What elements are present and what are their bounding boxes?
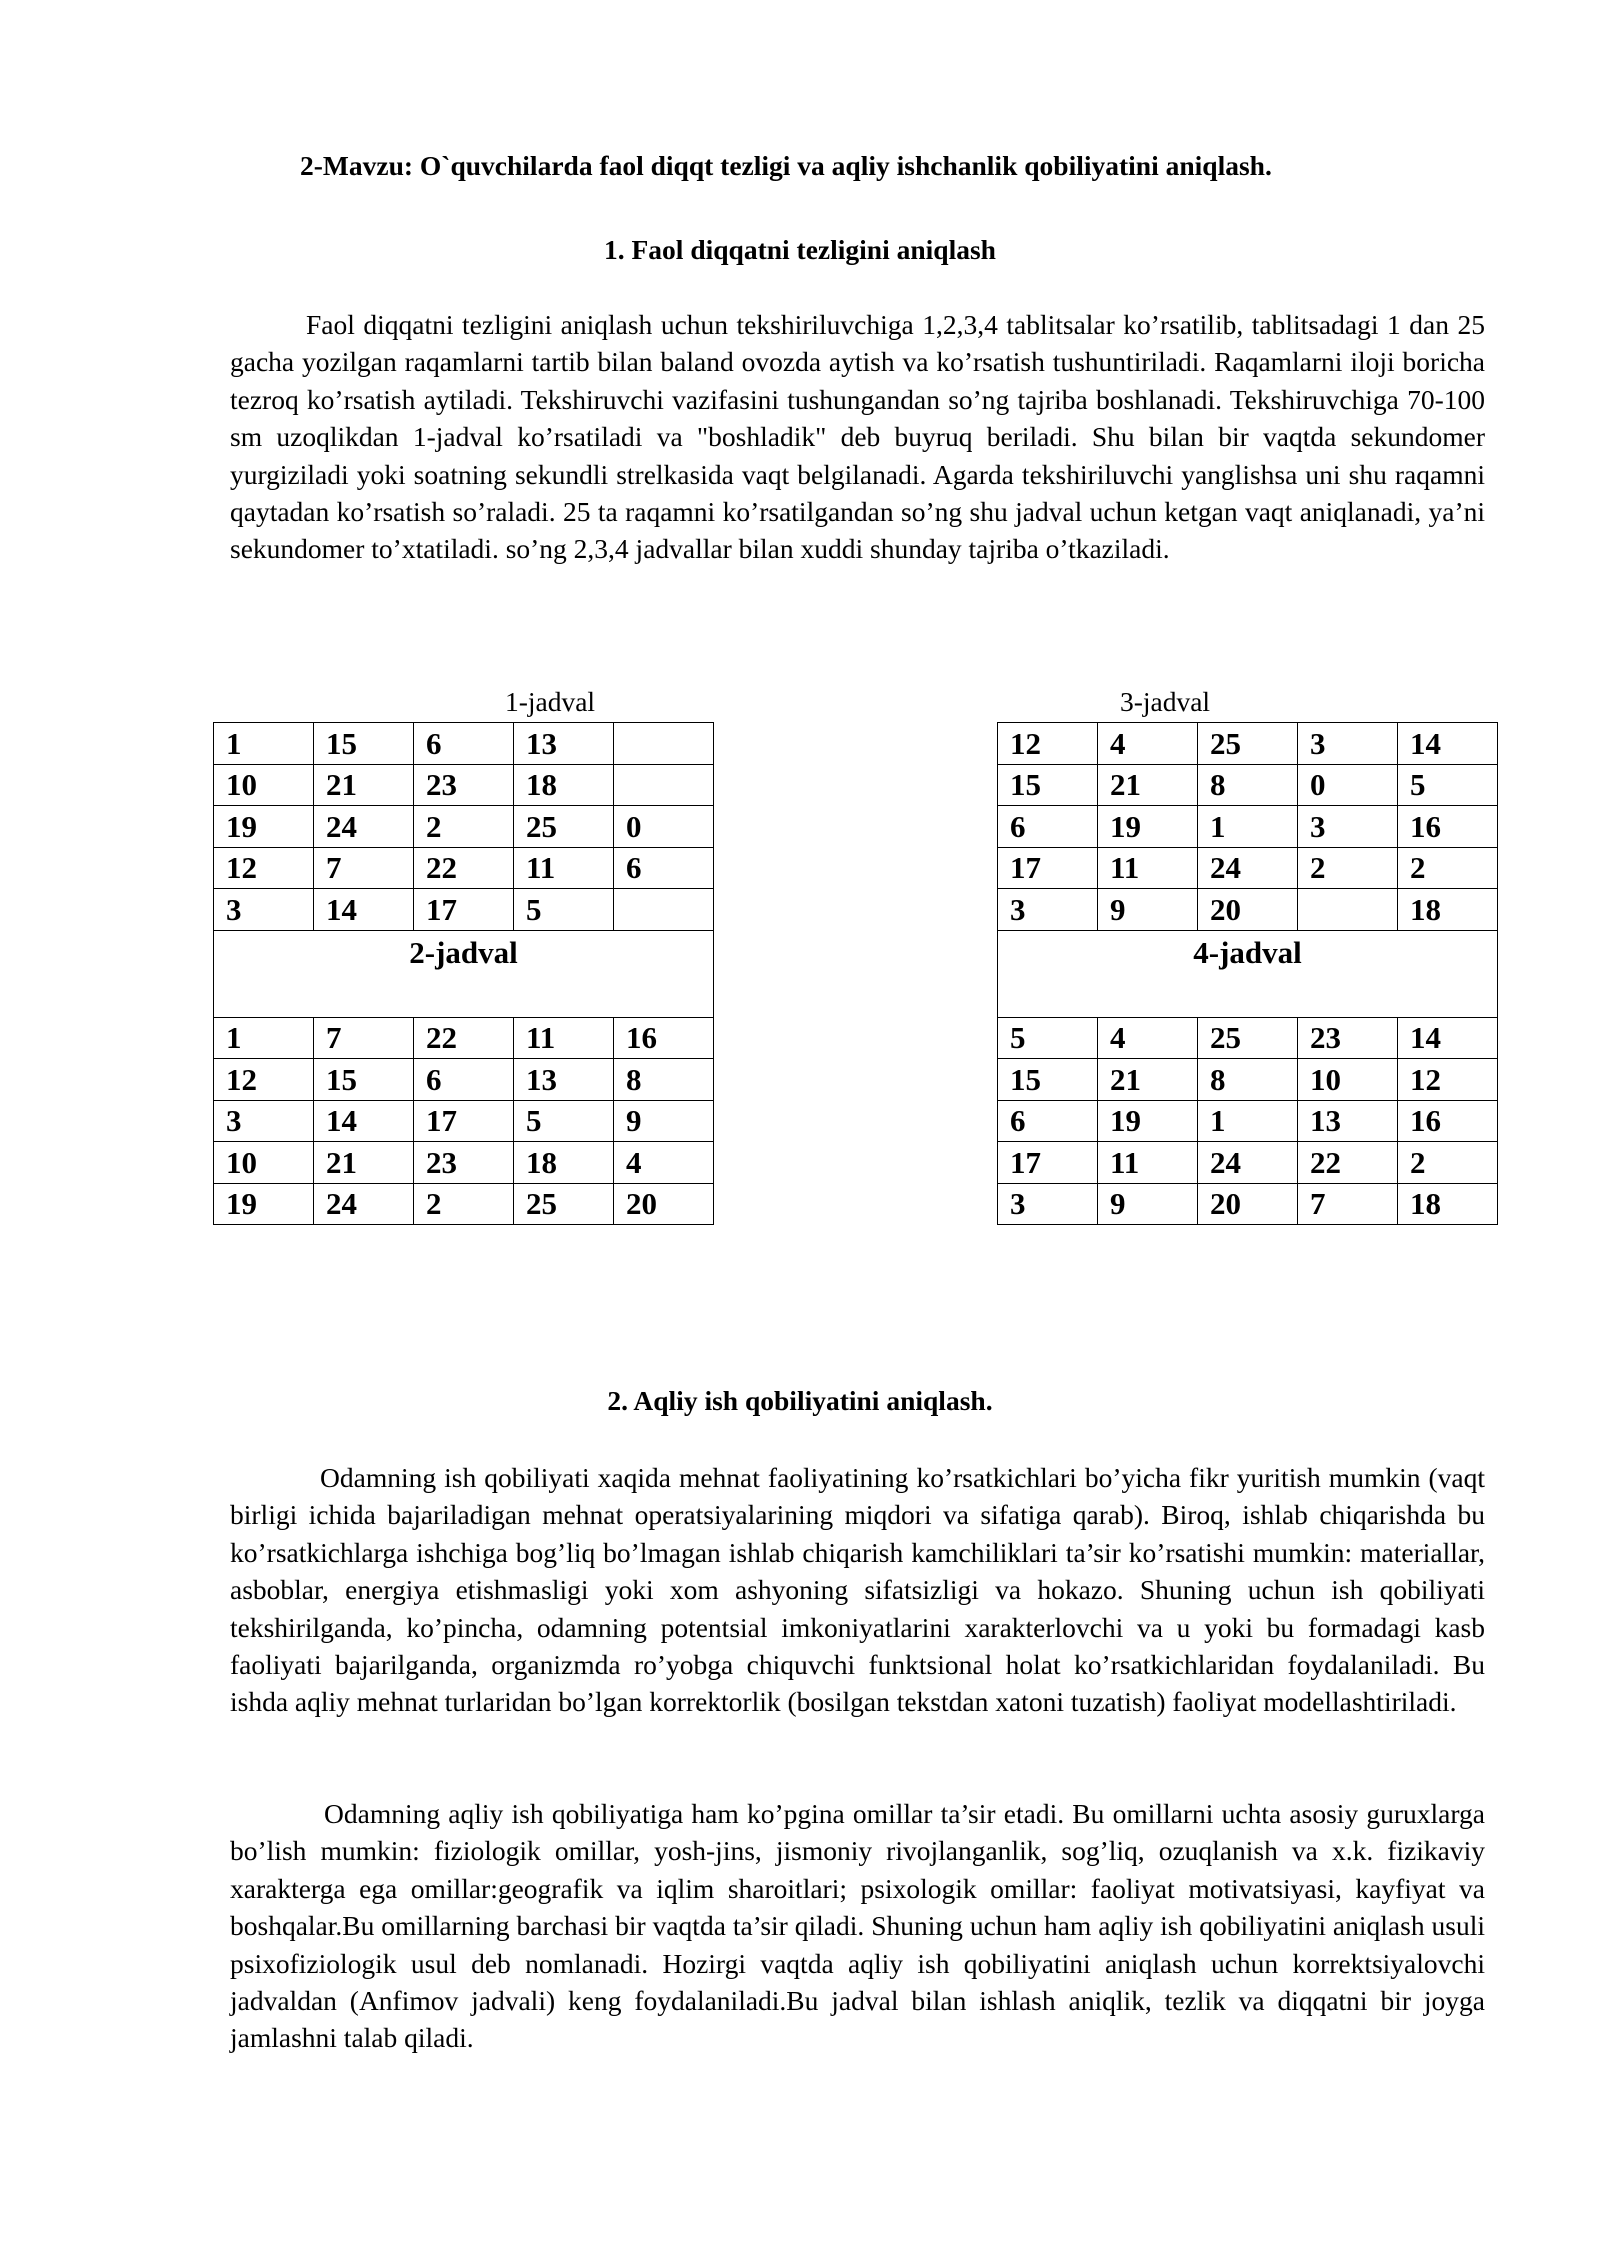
table-cell: 17 xyxy=(414,1100,514,1142)
table-cell: 25 xyxy=(514,1183,614,1225)
table-cell: 14 xyxy=(1398,1017,1498,1059)
table-left xyxy=(213,722,714,1225)
table-cell: 11 xyxy=(514,847,614,889)
table-3-caption: 3-jadval xyxy=(1119,686,1211,717)
table-cell: 0 xyxy=(1298,764,1398,806)
table-cell: 8 xyxy=(1198,1059,1298,1101)
table-row xyxy=(214,889,714,931)
table-row xyxy=(214,1142,714,1184)
table-cell: 4 xyxy=(1098,1017,1198,1059)
table-cell: 7 xyxy=(314,1017,414,1059)
table-row xyxy=(998,889,1498,931)
table-cell: 21 xyxy=(314,764,414,806)
table-cell: 9 xyxy=(614,1100,714,1142)
table-cell: 7 xyxy=(314,847,414,889)
table-cell: 16 xyxy=(614,1017,714,1059)
table-cell: 3 xyxy=(998,1183,1098,1225)
table-row xyxy=(998,1183,1498,1225)
table-cell: 15 xyxy=(998,1059,1098,1101)
table-cell: 3 xyxy=(1298,723,1398,765)
table-cell: 10 xyxy=(214,764,314,806)
table-cell: 1 xyxy=(1198,1100,1298,1142)
table-cell xyxy=(614,723,714,765)
table-cell: 25 xyxy=(1198,723,1298,765)
table-cell: 24 xyxy=(314,1183,414,1225)
table-row xyxy=(214,1017,714,1059)
table-cell: 24 xyxy=(314,806,414,848)
table-cell: 13 xyxy=(514,723,614,765)
table-cell: 2 xyxy=(414,806,514,848)
table-cell: 2 xyxy=(1298,847,1398,889)
table-cell: 10 xyxy=(1298,1059,1398,1101)
table-cell: 22 xyxy=(414,847,514,889)
table-cell: 5 xyxy=(514,889,614,931)
table-cell: 22 xyxy=(414,1017,514,1059)
table-cell: 25 xyxy=(514,806,614,848)
table-cell: 12 xyxy=(998,723,1098,765)
table-cell: 18 xyxy=(514,764,614,806)
table-2-caption: 2-jadval xyxy=(214,930,714,1017)
table-cell: 12 xyxy=(1398,1059,1498,1101)
table-cell: 5 xyxy=(514,1100,614,1142)
section2-heading: 2. Aqliy ish qobiliyatini aniqlash. xyxy=(607,1385,993,1416)
table-cell: 0 xyxy=(614,806,714,848)
table-cell: 20 xyxy=(614,1183,714,1225)
table-cell: 12 xyxy=(214,1059,314,1101)
section1-heading: 1. Faol diqqatni tezligini aniqlash xyxy=(604,234,996,265)
table-cell: 18 xyxy=(1398,1183,1498,1225)
table-cell: 13 xyxy=(1298,1100,1398,1142)
section2-paragraph-1: Odamning ish qobiliyati xaqida mehnat faoliyatining ko’rsatkichlari bo’yicha fikr yuritish mumkin (vaqt birligi ichida bajariladigan mehnat operatsiyalarining miqdori va sifatiga qarab). Biroq, ishlab chiqarishda bu ko’rsatkichlarga ishchiga bog’liq bo’lmagan ishlab chiqarish kamchiliklari ta’sir ko’rsatishi mumkin: materiallar, asboblar, energiya etishmasligi yoki xom ashyoning sifatsizligi va hokazo. Shuning uchun ish qobiliyati tekshirilganda, ko’pincha, odamning potentsial imkoniyatlarini xarakterlovchi va u yoki bu formadagi kasb faoliyati bajarilganda, organizmda ro’yobga chiquvchi funktsional holat ko’rsatkichlaridan foydalaniladi. Bu ishda aqliy mehnat turlaridan bo’lgan korrektorlik (bosilgan tekstdan xatoni tuzatish) faoliyat modellashtiriladi. xyxy=(230,1462,1485,1718)
table-cell: 21 xyxy=(1098,764,1198,806)
table-row xyxy=(214,847,714,889)
table-cell: 19 xyxy=(214,806,314,848)
table-4-body xyxy=(998,1017,1498,1225)
table-cell: 6 xyxy=(998,806,1098,848)
table-cell: 11 xyxy=(1098,847,1198,889)
table-cell: 13 xyxy=(514,1059,614,1101)
table-cell: 6 xyxy=(998,1100,1098,1142)
table-3-body xyxy=(998,723,1498,931)
table-cell: 9 xyxy=(1098,1183,1198,1225)
table-cell: 9 xyxy=(1098,889,1198,931)
table-2-body xyxy=(214,1017,714,1225)
table-cell: 14 xyxy=(314,1100,414,1142)
table-1-caption: 1-jadval xyxy=(504,686,596,717)
table-cell xyxy=(1298,889,1398,931)
table-cell: 15 xyxy=(314,723,414,765)
table-4-caption-row xyxy=(998,930,1498,1017)
table-cell: 4 xyxy=(1098,723,1198,765)
table-cell: 3 xyxy=(214,889,314,931)
table-cell: 4 xyxy=(614,1142,714,1184)
table-cell xyxy=(614,889,714,931)
table-cell: 20 xyxy=(1198,1183,1298,1225)
table-cell: 3 xyxy=(1298,806,1398,848)
table-4-caption: 4-jadval xyxy=(998,930,1498,1017)
table-cell: 22 xyxy=(1298,1142,1398,1184)
table-cell: 14 xyxy=(1398,723,1498,765)
table-cell: 17 xyxy=(414,889,514,931)
table-row xyxy=(214,1059,714,1101)
table-cell: 14 xyxy=(314,889,414,931)
table-cell: 16 xyxy=(1398,1100,1498,1142)
table-cell: 12 xyxy=(214,847,314,889)
table-cell: 18 xyxy=(1398,889,1498,931)
table-cell: 1 xyxy=(214,1017,314,1059)
table-cell: 21 xyxy=(1098,1059,1198,1101)
table-cell: 17 xyxy=(998,847,1098,889)
table-cell: 3 xyxy=(998,889,1098,931)
table-row xyxy=(998,723,1498,765)
table-cell: 5 xyxy=(1398,764,1498,806)
table-cell: 8 xyxy=(614,1059,714,1101)
table-cell: 10 xyxy=(214,1142,314,1184)
table-cell: 7 xyxy=(1298,1183,1398,1225)
table-row xyxy=(214,1100,714,1142)
table-cell: 16 xyxy=(1398,806,1498,848)
table-cell: 6 xyxy=(414,1059,514,1101)
table-cell: 20 xyxy=(1198,889,1298,931)
table-2-caption-row xyxy=(214,930,714,1017)
table-row xyxy=(998,1059,1498,1101)
table-row xyxy=(998,806,1498,848)
table-row xyxy=(998,847,1498,889)
table-right xyxy=(997,722,1498,1225)
table-cell: 23 xyxy=(1298,1017,1398,1059)
section1-paragraph: Faol diqqatni tezligini aniqlash uchun tekshiriluvchiga 1,2,3,4 tablitsalar ko’rsatilib, tablitsadagi 1 dan 25 gacha yozilgan raqamlarni tartib bilan baland ovozda aytish va ko’rsatish tushuntiriladi. Raqamlarni iloji boricha tezroq ko’rsatish aytiladi. Tekshiruvchi vazifasini tushungandan so’ng tajriba boshlanadi. Tekshiruvchiga 70-100 sm uzoqlikdan 1-jadval ko’rsatiladi va "boshladik" deb buyruq beriladi. Shu bilan bir vaqtda sekundomer yurgiziladi yoki soatning sekundli strelkasida vaqt belgilanadi. Agarda tekshiriluvchi yanglishsa uni shu raqamni qaytadan ko’rsatish so’raladi. 25 ta raqamni ko’rsatilgandan so’ng shu jadval uchun ketgan vaqt aniqlanadi, ya’ni sekundomer to’xtatiladi. so’ng 2,3,4 jadvallar bilan xuddi shunday tajriba o’tkaziladi. xyxy=(230,309,1485,565)
table-cell: 1 xyxy=(214,723,314,765)
table-cell: 18 xyxy=(514,1142,614,1184)
table-cell: 17 xyxy=(998,1142,1098,1184)
table-cell: 19 xyxy=(1098,806,1198,848)
table-cell: 15 xyxy=(314,1059,414,1101)
table-cell: 2 xyxy=(1398,1142,1498,1184)
table-1-body xyxy=(214,723,714,931)
table-cell: 3 xyxy=(214,1100,314,1142)
table-cell: 2 xyxy=(414,1183,514,1225)
table-cell: 23 xyxy=(414,1142,514,1184)
table-cell: 11 xyxy=(514,1017,614,1059)
table-cell: 15 xyxy=(998,764,1098,806)
table-cell: 19 xyxy=(1098,1100,1198,1142)
table-cell: 6 xyxy=(614,847,714,889)
table-cell: 6 xyxy=(414,723,514,765)
table-cell xyxy=(614,764,714,806)
section2-paragraph-2: Odamning aqliy ish qobiliyatiga ham ko’pgina omillar ta’sir etadi. Bu omillarni uchta asosiy guruxlarga bo’lish mumkin: fiziologik omillar, yosh-jins, jismoniy rivojlanganlik, sog’liq, ozuqlanish va x.k. fizikaviy xarakterga ega omillar:geografik va iqlim sharoitlari; psixologik omillar: faoliyat motivatsiyasi, kayfiyat va boshqalar.Bu omillarning barchasi bir vaqtda ta’sir qiladi. Shuning uchun ham aqliy ish qobiliyatini aniqlash usuli psixofiziologik usul deb nomlanadi. Hozirgi vaqtda aqliy ish qobiliyatini aniqlash uchun korrektsiyalovchi jadvaldan (Anfimov jadvali) keng foydalaniladi.Bu jadval bilan ishlash aniqlik, tezlik va diqqatni bir joyga jamlashni talab qiladi. xyxy=(230,1798,1485,2054)
table-cell: 25 xyxy=(1198,1017,1298,1059)
table-row xyxy=(998,1100,1498,1142)
table-row xyxy=(214,1183,714,1225)
table-cell: 1 xyxy=(1198,806,1298,848)
table-row xyxy=(214,806,714,848)
table-cell: 8 xyxy=(1198,764,1298,806)
page-title: 2-Mavzu: O`quvchilarda faol diqqt tezligi va aqliy ishchanlik qobiliyatini aniqlash. xyxy=(300,150,1272,181)
table-cell: 19 xyxy=(214,1183,314,1225)
table-row xyxy=(998,764,1498,806)
table-cell: 21 xyxy=(314,1142,414,1184)
table-cell: 24 xyxy=(1198,1142,1298,1184)
table-row xyxy=(998,1142,1498,1184)
table-cell: 5 xyxy=(998,1017,1098,1059)
table-row xyxy=(998,1017,1498,1059)
table-cell: 24 xyxy=(1198,847,1298,889)
table-cell: 2 xyxy=(1398,847,1498,889)
table-row xyxy=(214,723,714,765)
table-cell: 11 xyxy=(1098,1142,1198,1184)
table-row xyxy=(214,764,714,806)
table-cell: 23 xyxy=(414,764,514,806)
